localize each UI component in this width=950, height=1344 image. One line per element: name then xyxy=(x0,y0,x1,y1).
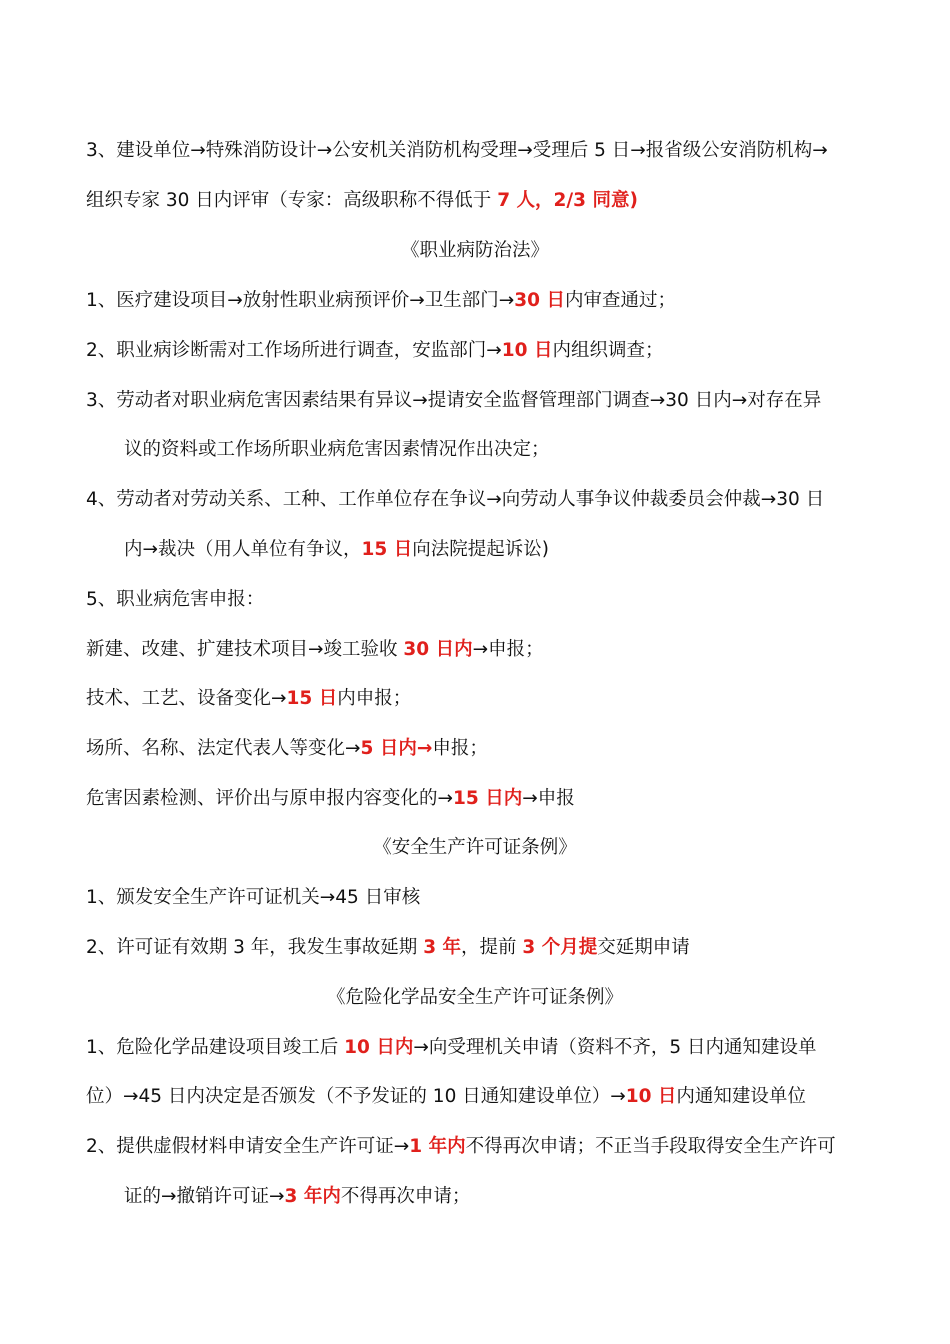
safety-license-item1: 1、颁发安全生产许可证机关→45 日审核 xyxy=(86,887,421,908)
fire-item3-line2 xyxy=(86,186,876,216)
text: 内申报； xyxy=(337,688,412,709)
text: 不得再次申请；不正当手段取得安全生产许可 xyxy=(465,1136,836,1157)
text: 内组织调查； xyxy=(552,340,664,361)
hazardous-item2-line2 xyxy=(124,1182,874,1212)
text: →向受理机关申请（资料不齐，5 日内通知建设单 xyxy=(413,1037,817,1058)
occupational-item2 xyxy=(86,336,876,366)
text: 2、提供虚假材料申请安全生产许可证→ xyxy=(86,1136,410,1157)
text: →申报 xyxy=(522,788,575,809)
text: 场所、名称、法定代表人等变化→ xyxy=(86,738,361,759)
highlight: 3 年内 xyxy=(284,1186,341,1207)
safety-license-title: 《安全生产许可证条例》 xyxy=(373,837,577,858)
hazardous-item2-line1 xyxy=(86,1132,876,1162)
text: 证的→撤销许可证→ xyxy=(124,1186,285,1207)
text: 内→裁决（用人单位有争议， xyxy=(124,539,362,560)
text: 交延期申请 xyxy=(597,937,690,958)
highlight: 10 日 xyxy=(625,1086,677,1107)
safety-license-item2 xyxy=(86,933,876,963)
hazardous-item1-line1 xyxy=(86,1033,876,1063)
highlight: 7 人，2/3 同意) xyxy=(497,190,638,211)
highlight: 15 日内 xyxy=(453,788,523,809)
highlight: 3 个月提 xyxy=(522,937,598,958)
text: ，提前 xyxy=(461,937,523,958)
text: 不得再次申请； xyxy=(340,1186,471,1207)
text: 危害因素检测、评价出与原申报内容变化的→ xyxy=(86,788,454,809)
highlight: 30 日 xyxy=(514,290,565,311)
highlight: 10 日 xyxy=(501,340,553,361)
declaration-sub2 xyxy=(86,684,876,714)
highlight: 5 日内→ xyxy=(360,738,433,759)
fire-item3-line1 xyxy=(86,136,876,166)
declaration-sub3 xyxy=(86,734,876,764)
highlight: 10 日内 xyxy=(344,1037,414,1058)
text: →申报； xyxy=(472,639,544,660)
occupational-item3-line2: 议的资料或工作场所职业病危害因素情况作出决定； xyxy=(124,439,550,460)
text: 2、职业病诊断需对工作场所进行调查，安监部门→ xyxy=(86,340,502,361)
text: 1、医疗建设项目→放射性职业病预评价→卫生部门→ xyxy=(86,290,515,311)
occupational-law-title: 《职业病防治法》 xyxy=(400,240,549,261)
hazardous-chem-title: 《危险化学品安全生产许可证条例》 xyxy=(326,987,623,1008)
highlight: 3 年 xyxy=(423,937,462,958)
highlight: 15 日 xyxy=(361,539,413,560)
text: 1、危险化学品建设项目竣工后 xyxy=(86,1037,345,1058)
declaration-sub4 xyxy=(86,784,876,814)
text: 2、许可证有效期 3 年，我发生事故延期 xyxy=(86,937,424,958)
occupational-item5-title: 5、职业病危害申报： xyxy=(86,589,265,610)
text: 新建、改建、扩建技术项目→竣工验收 xyxy=(86,639,404,660)
declaration-sub1 xyxy=(86,635,876,665)
text: 组织专家 30 日内评审（专家：高级职称不得低于 xyxy=(86,190,498,211)
occupational-item4-line1: 4、劳动者对劳动关系、工种、工作单位存在争议→向劳动人事争议仲裁委员会仲裁→30 日 xyxy=(86,489,825,510)
text: 申报； xyxy=(432,738,488,759)
text: 向法院提起诉讼) xyxy=(412,539,549,560)
text: 3、建设单位→特殊消防设计→公安机关消防机构受理→受理后 5 日→报省级公安消防机构→ xyxy=(86,140,828,161)
text: 内审查通过； xyxy=(564,290,676,311)
text: 内通知建设单位 xyxy=(676,1086,806,1107)
highlight: 1 年内 xyxy=(409,1136,466,1157)
text: 位）→45 日内决定是否颁发（不予发证的 10 日通知建设单位）→ xyxy=(86,1086,626,1107)
text: 技术、工艺、设备变化→ xyxy=(86,688,287,709)
occupational-item1 xyxy=(86,286,876,316)
occupational-item3-line1: 3、劳动者对职业病危害因素结果有异议→提请安全监督管理部门调查→30 日内→对存在异 xyxy=(86,390,822,411)
hazardous-item1-line2 xyxy=(86,1082,876,1112)
highlight: 30 日内 xyxy=(403,639,473,660)
highlight: 15 日 xyxy=(286,688,338,709)
occupational-item4-line2 xyxy=(124,535,874,565)
